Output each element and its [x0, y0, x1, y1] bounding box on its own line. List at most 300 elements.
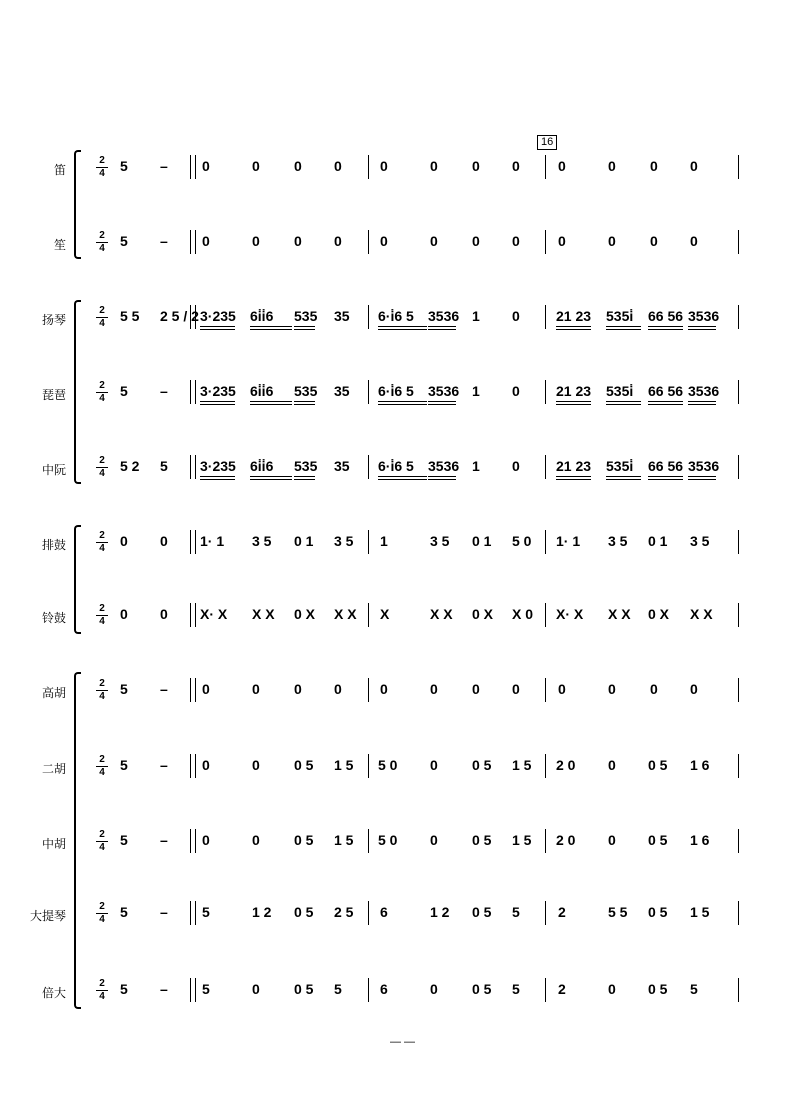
beam-line: [688, 479, 716, 480]
beam-line: [200, 326, 235, 327]
measure-note: 1 5: [512, 757, 532, 773]
measure-note: 535i̇: [606, 383, 634, 399]
measure-note: 1 5: [334, 757, 354, 773]
measure-note: 2 5: [334, 904, 354, 920]
double-barline: [190, 901, 196, 925]
measure-note: X X: [252, 606, 275, 622]
measure-note: 1: [380, 533, 388, 549]
barline: [738, 829, 739, 853]
intro-note: –: [160, 904, 168, 920]
time-signature: [96, 679, 108, 702]
measure-note: 6i̇i̇6: [250, 458, 274, 474]
measure-note: 0: [512, 233, 520, 249]
intro-note: –: [160, 233, 168, 249]
group-brace: [74, 300, 81, 484]
measure-note: 0 1: [294, 533, 314, 549]
beam-line: [556, 476, 591, 477]
time-sig-bottom: 4: [99, 393, 105, 404]
time-sig-bottom: 4: [99, 914, 105, 925]
beam-line: [250, 476, 292, 477]
barline: [545, 230, 546, 254]
intro-note: 5: [120, 832, 128, 848]
measure-note: 3536: [428, 308, 460, 324]
measure-note: 0: [430, 832, 438, 848]
measure-note: 0: [334, 158, 342, 174]
time-signature: [96, 231, 108, 254]
beam-line: [556, 401, 591, 402]
time-sig-bottom: 4: [99, 468, 105, 479]
beam-line: [200, 476, 235, 477]
measure-note: 3536: [428, 383, 460, 399]
barline: [368, 455, 369, 479]
instrument-name: 二胡: [41, 762, 66, 776]
barline: [738, 603, 739, 627]
measure-note: 0: [650, 681, 658, 697]
measure-note: 6·i̇6 5: [378, 458, 414, 474]
measure-note: 0 5: [294, 904, 314, 920]
time-signature: [96, 979, 108, 1002]
barline: [738, 754, 739, 778]
time-sig-top: 2: [99, 380, 105, 391]
measure-note: 0: [472, 233, 480, 249]
double-barline: [190, 603, 196, 627]
measure-note: 3 5: [690, 533, 710, 549]
measure-note: 3 5: [430, 533, 450, 549]
measure-note: 5: [512, 904, 520, 920]
barline: [545, 380, 546, 404]
barline: [738, 380, 739, 404]
measure-note: 0 5: [648, 832, 668, 848]
beam-line: [428, 401, 456, 402]
beam-line: [606, 401, 641, 402]
instrument-name: 笛: [53, 163, 66, 177]
beam-line: [688, 326, 716, 327]
beam-line: [606, 476, 641, 477]
measure-note: 0 X: [294, 606, 316, 622]
measure-note: 5 5: [608, 904, 628, 920]
beam-line: [556, 479, 591, 480]
intro-note: –: [160, 681, 168, 697]
measure-note: 21 23: [556, 308, 592, 324]
measure-note: 5 0: [378, 757, 398, 773]
measure-note: 0: [202, 832, 210, 848]
measure-note: 0: [690, 681, 698, 697]
beam-line: [556, 326, 591, 327]
barline: [738, 455, 739, 479]
barline: [368, 380, 369, 404]
measure-note: 0 5: [472, 757, 492, 773]
measure-note: 1 5: [512, 832, 532, 848]
intro-note: –: [160, 383, 168, 399]
measure-note: 2 0: [556, 757, 576, 773]
measure-note: 3·235: [200, 383, 236, 399]
measure-note: 0: [608, 757, 616, 773]
measure-note: 3 5: [608, 533, 628, 549]
measure-note: 0 5: [294, 981, 314, 997]
measure-note: 0: [512, 308, 520, 324]
measure-note: 0: [650, 233, 658, 249]
measure-note: 6i̇i̇6: [250, 383, 274, 399]
measure-note: 0: [512, 158, 520, 174]
intro-note: 0: [120, 533, 128, 549]
beam-line: [648, 476, 683, 477]
beam-line: [606, 326, 641, 327]
intro-note: 5: [120, 233, 128, 249]
measure-note: 0 X: [472, 606, 494, 622]
measure-note: 0: [512, 458, 520, 474]
time-sig-bottom: 4: [99, 991, 105, 1002]
barline: [545, 829, 546, 853]
double-barline: [190, 155, 196, 179]
time-sig-top: 2: [99, 754, 105, 765]
measure-note: 1 5: [690, 904, 710, 920]
measure-note: 0 1: [648, 533, 668, 549]
measure-note: 5: [334, 981, 342, 997]
time-sig-bottom: 4: [99, 168, 105, 179]
measure-note: 3536: [428, 458, 460, 474]
measure-note: 1: [472, 308, 480, 324]
measure-note: 0: [202, 233, 210, 249]
time-sig-bottom: 4: [99, 842, 105, 853]
barline: [368, 978, 369, 1002]
measure-note: X X: [690, 606, 713, 622]
measure-note: 0: [294, 681, 302, 697]
time-sig-top: 2: [99, 530, 105, 541]
beam-line: [688, 476, 716, 477]
measure-note: 0: [608, 233, 616, 249]
barline: [368, 603, 369, 627]
beam-line: [688, 329, 716, 330]
time-sig-bottom: 4: [99, 616, 105, 627]
beam-line: [378, 326, 427, 327]
barline: [368, 155, 369, 179]
time-sig-top: 2: [99, 305, 105, 316]
measure-note: 0: [380, 233, 388, 249]
barline: [545, 155, 546, 179]
beam-line: [648, 329, 683, 330]
measure-note: 0: [512, 383, 520, 399]
barline: [368, 901, 369, 925]
beam-line: [200, 479, 235, 480]
page-number: — —: [390, 1036, 416, 1048]
measure-note: X: [380, 606, 390, 622]
beam-line: [428, 326, 456, 327]
measure-note: 0 5: [648, 904, 668, 920]
double-barline: [190, 978, 196, 1002]
measure-note: 2 0: [556, 832, 576, 848]
measure-note: 1· 1: [200, 533, 225, 549]
beam-line: [606, 479, 641, 480]
intro-note: 5: [120, 757, 128, 773]
measure-note: 3536: [688, 383, 720, 399]
measure-note: 35: [334, 383, 350, 399]
measure-note: 1 6: [690, 757, 710, 773]
measure-note: 3 5: [252, 533, 272, 549]
time-sig-top: 2: [99, 155, 105, 166]
instrument-name: 高胡: [41, 686, 66, 700]
beam-line: [378, 401, 427, 402]
measure-note: 66 56: [648, 383, 684, 399]
measure-note: X X: [430, 606, 453, 622]
measure-note: 6: [380, 981, 388, 997]
barline: [368, 230, 369, 254]
measure-note: 21 23: [556, 383, 592, 399]
intro-note: 5: [120, 158, 128, 174]
double-barline: [190, 230, 196, 254]
measure-note: 0 1: [472, 533, 492, 549]
beam-line: [688, 404, 716, 405]
intro-note: 0: [160, 533, 168, 549]
double-barline: [190, 530, 196, 554]
measure-note: 0: [608, 681, 616, 697]
measure-note: 0: [608, 832, 616, 848]
rehearsal-mark: 16: [537, 135, 557, 150]
time-sig-top: 2: [99, 230, 105, 241]
intro-note: 5 5: [120, 308, 140, 324]
measure-note: 0: [202, 158, 210, 174]
measure-note: 1: [472, 383, 480, 399]
beam-line: [294, 476, 315, 477]
intro-note: 5: [120, 681, 128, 697]
double-barline: [190, 305, 196, 329]
measure-note: 0: [558, 681, 566, 697]
time-signature: [96, 830, 108, 853]
time-signature: [96, 156, 108, 179]
measure-note: 3·235: [200, 308, 236, 324]
time-signature: [96, 755, 108, 778]
measure-note: 0 X: [648, 606, 670, 622]
intro-note: –: [160, 757, 168, 773]
measure-note: 6: [380, 904, 388, 920]
intro-note: 5: [120, 383, 128, 399]
intro-note: 0: [160, 606, 168, 622]
measure-note: 0: [252, 681, 260, 697]
beam-line: [378, 479, 427, 480]
measure-note: 0: [690, 233, 698, 249]
measure-note: 1: [472, 458, 480, 474]
measure-note: 6·i̇6 5: [378, 383, 414, 399]
beam-line: [648, 326, 683, 327]
measure-note: 0: [430, 681, 438, 697]
measure-note: X 0: [512, 606, 534, 622]
double-barline: [190, 754, 196, 778]
time-sig-bottom: 4: [99, 318, 105, 329]
barline: [738, 230, 739, 254]
barline: [545, 901, 546, 925]
measure-note: 0: [472, 158, 480, 174]
barline: [738, 901, 739, 925]
measure-note: 0 5: [648, 757, 668, 773]
measure-note: 5: [690, 981, 698, 997]
measure-note: 0: [380, 681, 388, 697]
intro-note: –: [160, 981, 168, 997]
measure-note: 535: [294, 458, 318, 474]
measure-note: 0 5: [294, 757, 314, 773]
double-barline: [190, 678, 196, 702]
measure-note: 66 56: [648, 308, 684, 324]
measure-note: 5: [512, 981, 520, 997]
beam-line: [606, 329, 641, 330]
measure-note: 535: [294, 383, 318, 399]
double-barline: [190, 829, 196, 853]
barline: [368, 305, 369, 329]
measure-note: 1 6: [690, 832, 710, 848]
measure-note: 5 0: [512, 533, 532, 549]
instrument-name: 铃鼓: [41, 611, 66, 625]
measure-note: 5 0: [378, 832, 398, 848]
measure-note: 66 56: [648, 458, 684, 474]
beam-line: [294, 401, 315, 402]
time-signature: [96, 531, 108, 554]
time-signature: [96, 381, 108, 404]
double-barline: [190, 380, 196, 404]
time-sig-top: 2: [99, 901, 105, 912]
intro-note: 5: [160, 458, 168, 474]
measure-note: 0: [558, 158, 566, 174]
measure-note: 3·235: [200, 458, 236, 474]
measure-note: 535i̇: [606, 458, 634, 474]
intro-note: 0: [120, 606, 128, 622]
intro-note: 5 2: [120, 458, 140, 474]
barline: [545, 530, 546, 554]
time-sig-top: 2: [99, 603, 105, 614]
measure-note: 0: [430, 158, 438, 174]
beam-line: [428, 404, 456, 405]
time-signature: [96, 902, 108, 925]
instrument-name: 中胡: [41, 837, 66, 851]
time-sig-bottom: 4: [99, 691, 105, 702]
measure-note: 0: [608, 158, 616, 174]
measure-note: 0: [380, 158, 388, 174]
barline: [738, 530, 739, 554]
group-brace: [74, 150, 81, 259]
intro-note: –: [160, 158, 168, 174]
beam-line: [294, 479, 315, 480]
intro-note: 5: [120, 904, 128, 920]
measure-note: 0: [252, 757, 260, 773]
measure-note: 0 5: [472, 832, 492, 848]
beam-line: [428, 329, 456, 330]
measure-note: 0: [430, 233, 438, 249]
beam-line: [648, 401, 683, 402]
group-brace: [74, 672, 81, 1009]
beam-line: [556, 404, 591, 405]
measure-note: 21 23: [556, 458, 592, 474]
measure-note: 0 5: [472, 904, 492, 920]
instrument-name: 中阮: [41, 463, 66, 477]
measure-note: 2: [558, 904, 566, 920]
measure-note: 0: [252, 832, 260, 848]
time-sig-top: 2: [99, 455, 105, 466]
time-signature: [96, 306, 108, 329]
beam-line: [378, 404, 427, 405]
time-sig-bottom: 4: [99, 243, 105, 254]
measure-note: 2: [558, 981, 566, 997]
measure-note: 0: [472, 681, 480, 697]
instrument-name: 扬琴: [41, 313, 66, 327]
measure-note: 0: [558, 233, 566, 249]
intro-note: –: [160, 832, 168, 848]
double-barline: [190, 455, 196, 479]
beam-line: [250, 401, 292, 402]
measure-note: 0: [690, 158, 698, 174]
measure-note: 0: [334, 681, 342, 697]
intro-note: 5: [120, 981, 128, 997]
beam-line: [250, 329, 292, 330]
time-sig-top: 2: [99, 678, 105, 689]
beam-line: [200, 401, 235, 402]
measure-note: 0: [202, 757, 210, 773]
beam-line: [294, 329, 315, 330]
measure-note: 5: [202, 904, 210, 920]
measure-note: 0: [252, 158, 260, 174]
barline: [545, 603, 546, 627]
measure-note: X· X: [200, 606, 228, 622]
measure-note: 35: [334, 458, 350, 474]
time-sig-top: 2: [99, 829, 105, 840]
barline: [738, 155, 739, 179]
beam-line: [378, 329, 427, 330]
instrument-name: 琵琶: [41, 388, 66, 402]
time-sig-top: 2: [99, 978, 105, 989]
barline: [545, 455, 546, 479]
measure-note: 1 5: [334, 832, 354, 848]
measure-note: 0: [202, 681, 210, 697]
measure-note: 0: [294, 158, 302, 174]
measure-note: 6i̇i̇6: [250, 308, 274, 324]
measure-note: 0: [334, 233, 342, 249]
beam-line: [428, 476, 456, 477]
measure-note: X X: [334, 606, 357, 622]
measure-note: 535: [294, 308, 318, 324]
intro-note: 2 5 / 2: [160, 308, 199, 324]
beam-line: [250, 404, 292, 405]
time-signature: [96, 604, 108, 627]
measure-note: 0: [650, 158, 658, 174]
beam-line: [648, 479, 683, 480]
barline: [545, 978, 546, 1002]
measure-note: 0 5: [294, 832, 314, 848]
instrument-name: 倍大: [41, 986, 66, 1000]
beam-line: [250, 479, 292, 480]
barline: [368, 530, 369, 554]
beam-line: [294, 404, 315, 405]
beam-line: [378, 476, 427, 477]
measure-note: 3 5: [334, 533, 354, 549]
barline: [738, 978, 739, 1002]
beam-line: [606, 404, 641, 405]
barline: [545, 305, 546, 329]
measure-note: 1 2: [430, 904, 450, 920]
measure-note: 0: [430, 981, 438, 997]
barline: [368, 678, 369, 702]
instrument-name: 大提琴: [29, 909, 66, 923]
measure-note: 6·i̇6 5: [378, 308, 414, 324]
beam-line: [200, 404, 235, 405]
measure-note: 0: [252, 233, 260, 249]
measure-note: 0: [252, 981, 260, 997]
beam-line: [688, 401, 716, 402]
time-sig-bottom: 4: [99, 767, 105, 778]
barline: [738, 305, 739, 329]
beam-line: [250, 326, 292, 327]
barline: [368, 754, 369, 778]
measure-note: 0: [608, 981, 616, 997]
measure-note: X· X: [556, 606, 584, 622]
measure-note: 0: [430, 757, 438, 773]
time-sig-bottom: 4: [99, 543, 105, 554]
measure-note: X X: [608, 606, 631, 622]
